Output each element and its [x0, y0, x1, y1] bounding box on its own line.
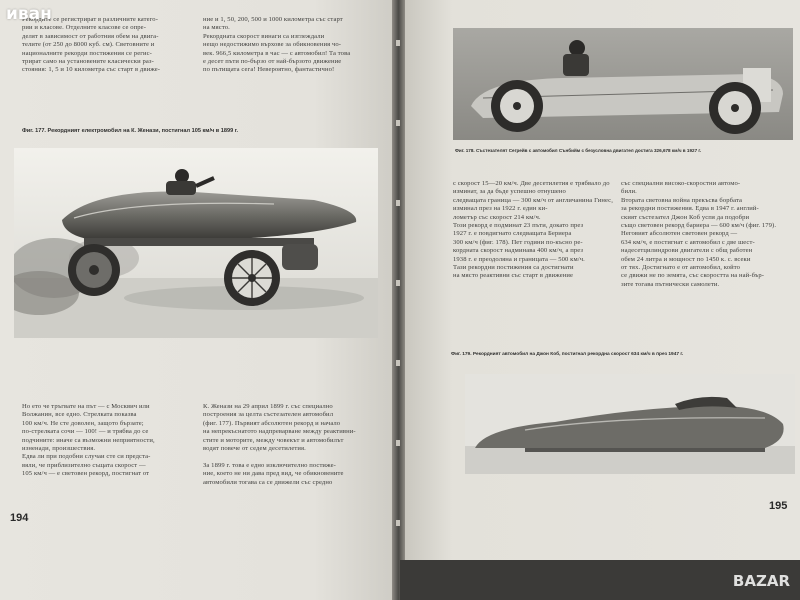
right-col1-text: с скорост 15—20 км/ч. Две десетилетия е трябвало до изминат, за да бъде успешно отнушено следващата граница — 300 км/ч от англичанина Гинес, изминал през на 1922 г. един ки- лометър със скорост 214 км/ч. Този рекорд е подминат 23 пъти, докато през 1927 г. е повдигнато следващата Бериера 300 км/ч (фиг. 178). Пет години по-късно ре- кордната скорост надминава 400 км/ч, а през 1938 г. е преодоляна и границата — 500 км/ч. Тази рекордни постижения са достигнати на място реактивни със старт в движение [453, 180, 613, 280]
record-electric-car-illustration [14, 148, 378, 338]
left-page-number: 194 [10, 512, 29, 524]
left-page [0, 0, 392, 600]
left-col1-top-text: Рекордите се регистрират в различните катего- рии и класове. Отделните класове се опре- делят в зависимост от работния обем на двига- телите (от 250 до 8000 куб. см). Световните и националните рекорди постижения се регис- трират само на установените класически раз- стояния: 1, 5 и 10 километра със старт в движе- [22, 16, 161, 74]
figure-179-caption: Фиг. 179. Рекордният автомобил на Джон Коб, постигнал рекордна скорост 634 км/ч в през 1947 г. [451, 352, 684, 357]
left-col1-bottom-text: Но ето че тръгвате на път — с Москвич или Волжанин, все едно. Стрелката показва 100 км/ч. Не сте доволен, защото бързате; по-стрелката сочи — 100! — и трябва до се подчините: иначе са възможни неприятности, изненади, произшествия. Едва ли при подобни случаи сте си предста- вяли, че приблизително същата скорост — 105 км/ч — е световен рекорд, постигнат от [22, 403, 155, 478]
right-page [405, 0, 800, 600]
right-col2-text: със специални високо-скоростни автомо- били. Втората световна война прекъсва борбата за рекордни постижения. Едва в 1947 г. англий- ският състезател Джон Коб успя да подобри също световен рекорд бариера — 600 км/ч (фиг. 179). Неговият абсолютен световен рекорд — 634 км/ч, е постигнат с автомобил с две шест- надесетцилиндрови двигатели с общ работен обем 24 литра и мощност по 1450 к. с. всеки от тях. Достигнато е от автомобил, който се движи не по земята, със скоростта на най-бър- зите тогава пътнически самолети. [621, 180, 777, 288]
uploader-watermark: иван [6, 4, 52, 24]
figure-178-caption: Фиг. 178. Състезателят Сегрейв с автомобил Сънбийм с безусловна двигател достига 326,678 км/ч в 1927 г. [455, 148, 702, 153]
figure-178-photo [453, 28, 793, 140]
right-page-number: 195 [769, 500, 788, 512]
figure-179-photo [465, 374, 795, 474]
left-col2-top-text: ние и 1, 50, 200, 500 и 1000 километра със старт на място. Рекордната скорост винаги са изглеждали нещо недостижимо върхове за обикновения чо- век. 966,5 километра в час — с автомобил! Та това е десет пъти по-бързо от най-бързото движение по пътищата сега! Невероятно, фантастично! [203, 16, 351, 74]
sunbeam-racecar-illustration [453, 28, 793, 140]
cobb-railton-illustration [465, 374, 795, 474]
marketplace-logo: BAZAR [732, 572, 790, 590]
figure-177-caption: Фиг. 177. Рекордният електромобил на К. Женази, постигнал 105 км/ч в 1899 г. [22, 128, 239, 134]
figure-177-photo [14, 148, 378, 338]
left-col2-bottom-text: К. Женази на 29 април 1899 г. със специално построения за целта състезателен автомобил (фиг. 177). Първият абсолютен рекорд и начало на непрекъснатото надпреварване между реактивни- стите и моторите, между човекът и автомобилът водят повече от седем десетилетия. За 1899 г. това е едно изключително постиже- ние, което не ни дава пред вид, че обикновените автомобили тогава са се движели със средно [203, 403, 356, 486]
book-binding [392, 0, 405, 600]
